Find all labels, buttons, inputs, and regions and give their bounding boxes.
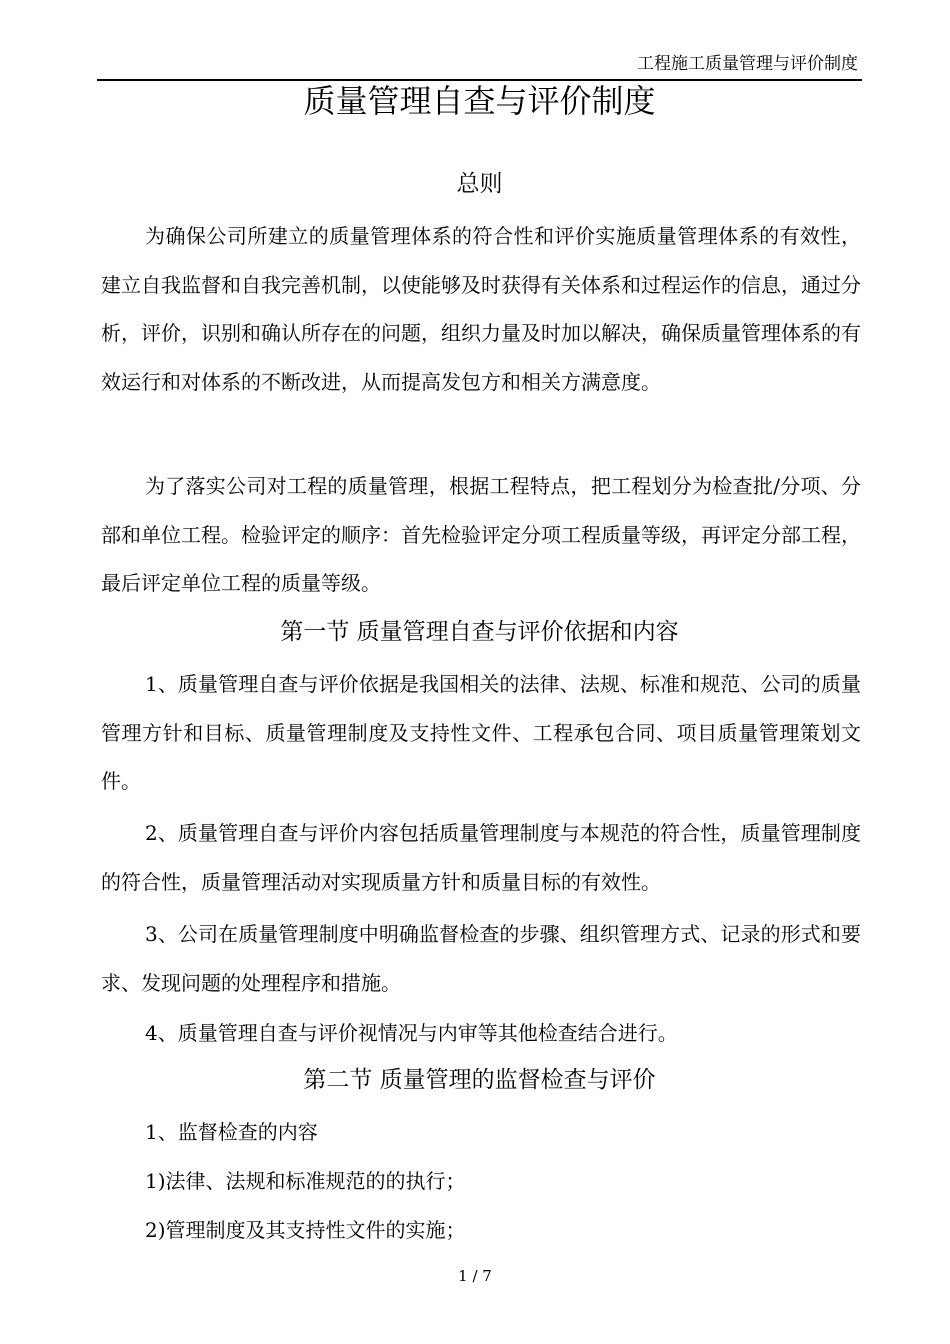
page-title: 质量管理自查与评价制度 bbox=[303, 82, 656, 120]
section2-line-3: 2)管理制度及其支持性文件的实施； bbox=[145, 1218, 466, 1242]
section2-heading: 第二节 质量管理的监督检查与评价 bbox=[303, 1067, 656, 1093]
general-paragraph-2: 为了落实公司对工程的质量管理，根据工程特点，把工程划分为检查批/分项、分部和单位工程。检验评定的顺序：首先检验评定分项工程质量等级，再评定分部工程，最后评定单位工程的质量等级。 bbox=[101, 474, 861, 595]
section1-item-2: 2、质量管理自查与评价内容包括质量管理制度与本规范的符合性，质量管理制度的符合性，质量管理活动对实现质量方针和质量目标的有效性。 bbox=[101, 821, 861, 894]
section2-line-1: 1、监督检查的内容 bbox=[145, 1120, 318, 1144]
section1-item-3: 3、公司在质量管理制度中明确监督检查的步骤、组织管理方式、记录的形式和要求、发现问题的处理程序和措施。 bbox=[101, 922, 861, 995]
section1-item-4: 4、质量管理自查与评价视情况与内审等其他检查结合进行。 bbox=[145, 1021, 678, 1045]
general-paragraph-1: 为确保公司所建立的质量管理体系的符合性和评价实施质量管理体系的有效性，建立自我监督和自我完善机制，以使能够及时获得有关体系和过程运作的信息，通过分析，评价，识别和确认所存在的问题，组织力量及时加以解决，确保质量管理体系的有效运行和对体系的不断改进，从而提高发包方和相关方满意度。 bbox=[101, 224, 861, 394]
section1-item-1: 1、质量管理自查与评价依据是我国相关的法律、法规、标准和规范、公司的质量管理方针和目标、质量管理制度及支持性文件、工程承包合同、项目质量管理策划文件。 bbox=[101, 672, 861, 793]
page-number: 1 / 7 bbox=[458, 1267, 492, 1285]
section1-heading: 第一节 质量管理自查与评价依据和内容 bbox=[280, 619, 679, 645]
running-header: 工程施工质量管理与评价制度 bbox=[637, 54, 858, 74]
general-heading: 总则 bbox=[456, 171, 503, 197]
section2-line-2: 1)法律、法规和标准规范的的执行； bbox=[145, 1169, 466, 1193]
